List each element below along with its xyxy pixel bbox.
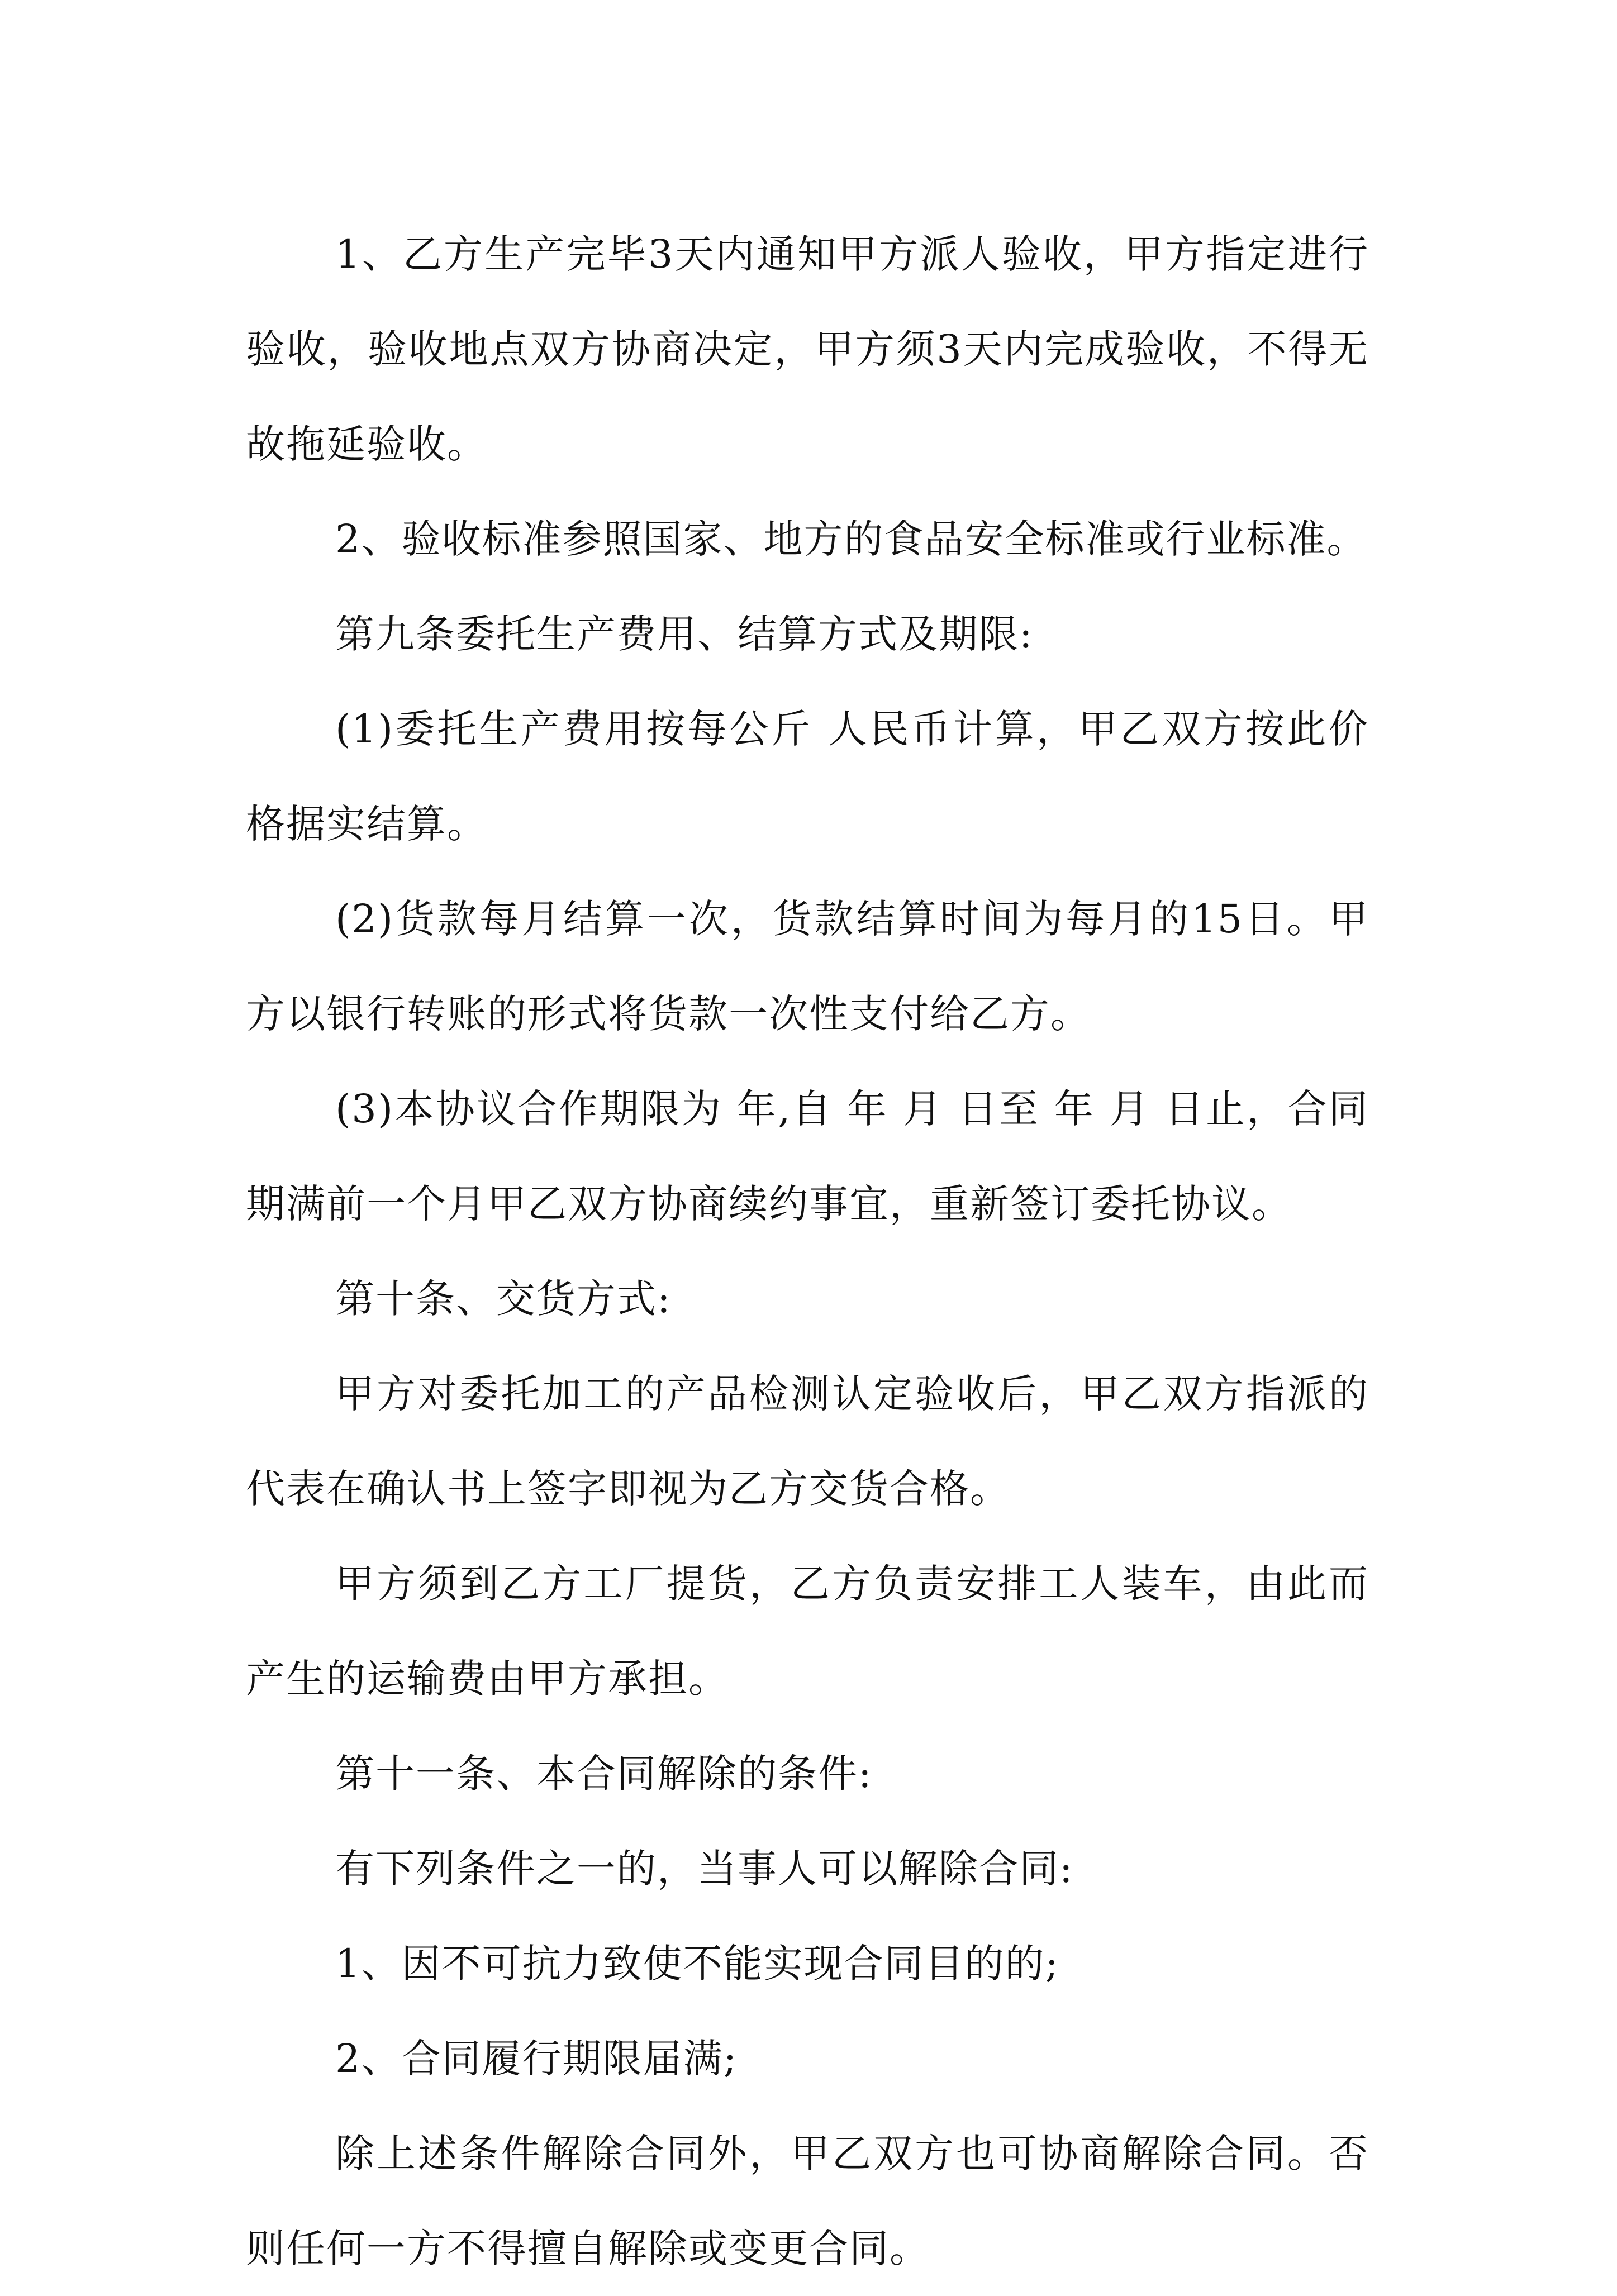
paragraph-cooperation-term: (3)本协议合作期限为 年,自 年 月 日至 年 月 日止，合同期满前一个月甲乙双方协商续约事宜，重新签订委托协议。 — [246, 1086, 1369, 1227]
paragraph-termination-force-majeure: 1、因不可抗力致使不能实现合同目的的; — [335, 1941, 1060, 1987]
paragraph-delivery-confirmation: 甲方对委托加工的产品检测认定验收后，甲乙双方指派的代表在确认书上签字即视为乙方交货合格。 — [246, 1371, 1369, 1512]
paragraph-termination-intro: 有下列条件之一的，当事人可以解除合同: — [335, 1846, 1074, 1892]
paragraph-termination-expiry: 2、合同履行期限届满; — [335, 2036, 738, 2081]
paragraph-termination-mutual: 除上述条件解除合同外，甲乙双方也可协商解除合同。否则任何一方不得擅自解除或变更合同。 — [246, 2131, 1369, 2271]
paragraph-acceptance-standard: 2、验收标准参照国家、地方的食品安全标准或行业标准。 — [335, 516, 1367, 562]
heading-article-9: 第九条委托生产费用、结算方式及期限: — [335, 611, 1034, 657]
paragraph-acceptance-notice: 1、乙方生产完毕3天内通知甲方派人验收，甲方指定进行验收，验收地点双方协商决定，甲方须3天内完成验收，不得无故拖延验收。 — [246, 231, 1369, 467]
heading-article-11: 第十一条、本合同解除的条件: — [335, 1751, 873, 1797]
paragraph-payment-schedule: (2)货款每月结算一次，货款结算时间为每月的15日。甲方以银行转账的形式将货款一次性支付给乙方。 — [246, 896, 1369, 1037]
paragraph-pickup-transport: 甲方须到乙方工厂提货，乙方负责安排工人装车，由此而产生的运输费由甲方承担。 — [246, 1561, 1369, 1702]
document-body — [246, 207, 1369, 2296]
paragraph-fee-basis: (1)委托生产费用按每公斤 人民币计算，甲乙双方按此价格据实结算。 — [246, 706, 1369, 847]
heading-article-10: 第十条、交货方式: — [335, 1276, 672, 1322]
